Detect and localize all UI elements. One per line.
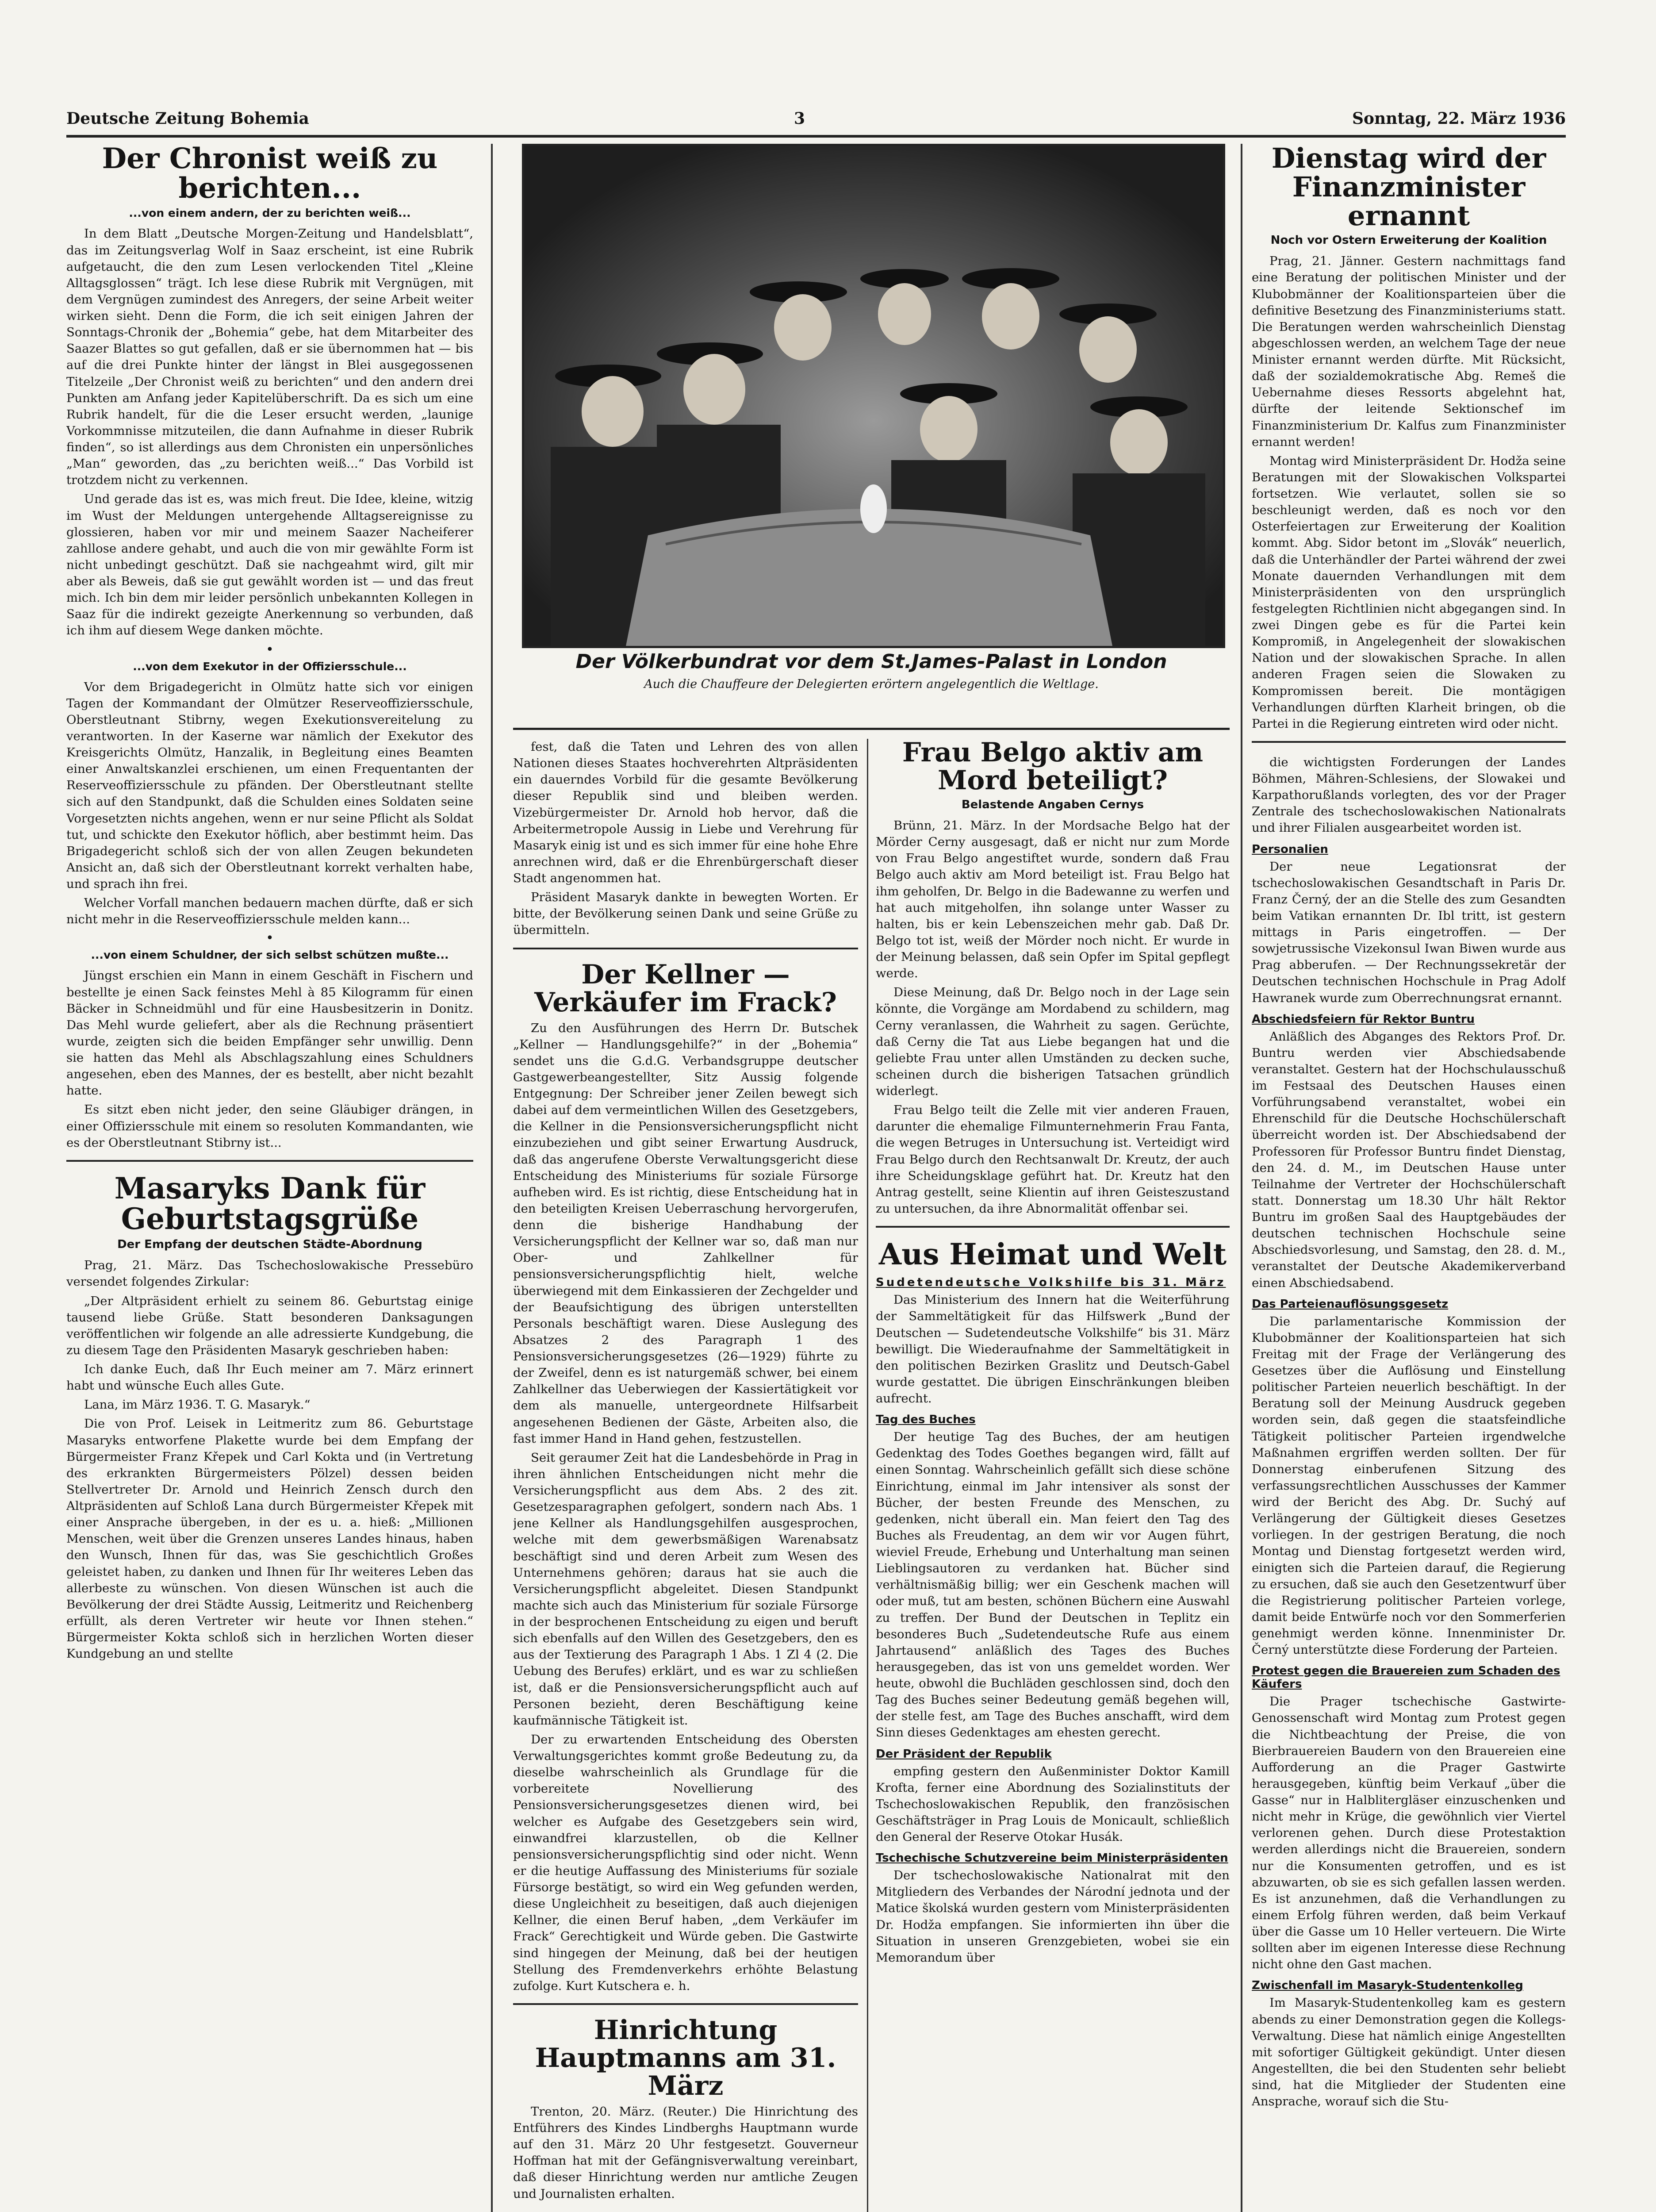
paragraph: Im Masaryk-Studentenkolleg kam es gestern abends zu einer Demonstration gegen die Kollegs-Verwaltung. Diese hat nämlich einige Angestellten mit sofortiger Gültigkeit gekündigt. Unter diesen Angestellten, die bei den Studenten sehr beliebt sind, hat die Mitglieder der Studenten eine Ansprache, worauf sich die Stu- — [1252, 1996, 1566, 2109]
section-heading: Tschechische Schutzvereine beim Ministerpräsidenten — [876, 1851, 1228, 1865]
page-number: 3 — [794, 109, 805, 128]
article-divider — [513, 728, 1230, 730]
paragraph: Prag, 21. Jänner. Gestern nachmittags fand eine Beratung der politischen Minister und der Klubobmänner der Koalitionsparteien über die definitive Besetzung des Finanzministeriums statt. Die Beratungen werden wahrscheinlich Dienstag abgeschlossen werden, an welchem Tage der neue Minister ernannt werden dürfte. Mit Rücksicht, daß der sozialdemokratische Abg. Remeš die Uebernahme dieses Ressorts abgelehnt hat, dürfte der leitende Sektionschef im Finanzministerium Dr. Kalfus zum Finanzminister ernannt werden! — [1252, 254, 1566, 449]
section-heading: Das Parteienauflösungsgesetz — [1252, 1297, 1449, 1311]
article-divider — [1252, 741, 1566, 743]
subcolumn-left — [513, 739, 858, 2212]
section-heading: Personalien — [1252, 842, 1328, 856]
subheadline: Der Empfang der deutschen Städte-Abordnung — [117, 1238, 422, 1252]
paragraph: fest, daß die Taten und Lehren des von allen Nationen dieses Staates hochverehrten Altpräsidenten ein dauerndes Vorbild für die gesamte Bevölkerung dieser Republik sind und bleiben werden. Vizebürgermeister Dr. Arnold hob hervor, daß die Arbeitermetropole Aussig in Liebe und Verehrung für Masaryk einig ist und es sich immer für eine hohe Ehre anrechnen wird, daß er die Ehrenbürgerschaft dieser Stadt angenommen hat. — [513, 740, 858, 885]
subheadline: Noch vor Ostern Erweiterung der Koalition — [1270, 234, 1547, 247]
subcolumn-right — [876, 739, 1230, 2212]
section-heading: Tag des Buches — [876, 1413, 976, 1427]
paragraph: Die von Prof. Leisek in Leitmeritz zum 86. Geburtstage Masaryks entworfene Plakette wurde bei dem Empfang der Bürgermeister Franz Křepek und Carl Kokta und (in Vertretung des erkrankten Bürgermeisters Pölzel) dessen beiden Stellvertreter Dr. Arnold und Heinrich Zensch durch den Altpräsidenten auf Schloß Lana durch Bürgermeister Křepek mit einer Ansprache übergeben, in der es u. a. hieß: „Millionen Menschen, weit über die Grenzen unseres Landes hinaus, haben den Wunsch, Ihnen für das, was Sie geschichtlich Großes geleistet haben, zu danken und Ihnen für Ihr weiteres Leben das allerbeste zu wünschen. Von diesen Wünschen ist auch die Bevölkerung der drei Städte Aussig, Leitmeritz und Reichenberg erfüllt, als deren Vertreter wir heute vor Ihnen stehen.“ Bürgermeister Kokta schloß sich in herzlichen Worten dieser Kundgebung an und stellte — [66, 1417, 473, 1661]
news-photo — [522, 144, 1225, 648]
paragraph: Der neue Legationsrat der tschechoslowakischen Gesandtschaft in Paris Dr. Franz Černý, der an die Stelle des zum Gesandten beim Vatikan ernannten Dr. Ibl tritt, ist gestern mittags in Paris eingetroffen. — Der sowjetrussische Vizekonsul Iwan Biwen wurde aus Prag abberufen. — Der Rechnungssekretär der Deutschen technischen Hochschule in Prag Adolf Hawranek wurde zum Oberrechnungsrat ernannt. — [1252, 859, 1566, 1005]
section-heading: Protest gegen die Brauereien zum Schaden des Käufers — [1252, 1664, 1560, 1691]
paragraph: Frau Belgo teilt die Zelle mit vier anderen Frauen, darunter die ehemalige Filmunternehmerin Frau Fanta, die wegen Betruges in Untersuchung ist. Verteidigt wird Frau Belgo durch den Rechtsanwalt Dr. Kreutz, der auch ihre Scheidungsklage geführt hat. Dr. Kreutz hat den Antrag gestellt, seine Klientin auf ihren Geisteszustand zu untersuchen, da ihre Abnormalität offenbar sei. — [876, 1103, 1230, 1216]
lede: ...von einem Schuldner, der sich selbst schützen mußte... — [91, 949, 449, 962]
paragraph: „Der Altpräsident erhielt zu seinem 86. Geburtstag einige tausend liebe Grüße. Statt besonderen Danksagungen veröffentlichen wir folgende an alle adressierte Kundgebung, die zu diesem Tage den Präsidenten Masaryk geschrieben haben: — [66, 1294, 473, 1357]
paragraph: Welcher Vorfall manchen bedauern machen dürfte, daß er sich nicht mehr in die Reserveoffiziersschule melden kann... — [66, 896, 473, 927]
newspaper-name: Deutsche Zeitung Bohemia — [66, 109, 309, 128]
photo-caption: Der Völkerbundrat vor dem St.James-Palast in London — [575, 650, 1167, 673]
paragraph: Die Prager tschechische Gastwirte-Genossenschaft wird Montag zum Protest gegen die Nichtbeachtung der Preise, die von Bierbrauereien Baudern von den Brauereien eine Aufforderung an die Prager Gastwirte herausgegeben, künftig beim Verkauf „über die Gasse“ nur in Halblitergläser einzuschenken und nicht mehr in Krüge, die gewöhnlich vier Viertel verlorenen gehen. Durch diese Protestaktion werden allerdings nicht die Brauereien, sondern nur die Konsumenten getroffen, und es ist abzuwarten, ob sie es sich gefallen lassen werden. Es ist anzunehmen, daß die Verhandlungen zu einem Erfolg führen werden, daß beim Verkauf über die Gasse um 10 Heller verteuern. Die Wirte sollten aber im eigenen Interesse diese Rechnung nicht ohne den Gast machen. — [1252, 1694, 1566, 1972]
subheadline: Belastende Angaben Cernys — [961, 798, 1144, 811]
page-header — [66, 100, 1566, 138]
headline-kellner: Der Kellner — Verkäufer im Frack? — [534, 959, 837, 1018]
lede: ...von einem andern, der zu berichten weiß... — [129, 207, 411, 220]
paragraph: Zu den Ausführungen des Herrn Dr. Butschek „Kellner — Handlungsgehilfe?“ in der „Bohemia“ sendet uns die G.d.G. Verbandsgruppe deutscher Gastgewerbeangestellter, Sitz Aussig folgende Entgegnung: Der Schreiber jener Zeilen bewegt sich dabei auf dem vermeintlichen Willen des Gesetzgebers, die Kellner in die Pensionsversicherungspflicht nicht einzubeziehen und gibt seiner Erwartung Ausdruck, daß das angerufene Oberste Verwaltungsgericht diese Entscheidung des Ministeriums für soziale Fürsorge aufheben wird. Es ist richtig, diese Entscheidung hat in den beteiligten Kreisen Ueberraschung hervorgerufen, denn die bisherige Handhabung der Versicherungspflicht der Kellner war so, daß man nur Ober- und Zahlkellner für pensionsversicherungspflichtig hielt, welche überwiegend mit dem Einkassieren der Zechgelder und der Beaufsichtigung des übrigen unterstellten Personals beschäftigt waren. Diese Auslegung des Absatzes 2 des Paragraph 1 des Pensionsversicherungsgesetzes (26—1929) führte zu der Zweifel, denn es ist naturgemäß schwer, bei einem Zahlkellner das Ueberwiegen der Kassiertätigkeit vor dem als manuelle, untergeordnete Hilfsarbeit angesehenen Bedienen der Gäste, Arbeiten also, die fast immer Hand in Hand gehen, festzustellen. — [513, 1021, 858, 1446]
paragraph: Der zu erwartenden Entscheidung des Obersten Verwaltungsgerichtes kommt große Bedeutung zu, da dieselbe wahrscheinlich als Grundlage für die vorbereitete Novellierung des Pensionsversicherungsgesetzes dienen wird, bei welcher es Aufgabe des Gesetzgebers sein wird, einwandfrei klarzustellen, ob die Kellner pensionsversicherungspflichtig sind oder nicht. Wenn er die heutige Auffassung des Ministeriums für soziale Fürsorge bestätigt, so wird ein Weg gefunden werden, diese Ungleichheit zu beseitigen, daß auch diejenigen Kellner, die einen Beruf haben, „dem Verkäufer im Frack“ Gerechtigkeit und Würde geben. Die Gastwirte sind hingegen der Meinung, daß bei der heutigen Stellung des Fremdenverkehrs erhöhte Belastung zufolge. Kurt Kutschera e. h. — [513, 1732, 858, 1993]
paragraph: Der heutige Tag des Buches, der am heutigen Gedenktag des Todes Goethes begangen wird, fällt auf einen Sonntag. Wahrscheinlich gefällt sich diese schöne Einrichtung, einmal im Jahr intensiver als sonst der Bücher, der besten Freunde des Menschen, zu gedenken, nicht überall ein. Man feiert den Tag des Buches als Freudentag, an dem wir vor Augen führt, wieviel Freude, Erhebung und Unterhaltung man seinen Lieblingsautoren zu verdanken hat. Bücher sind verhältnismäßig billig; wer ein Geschenk machen will oder muß, tut am besten, schönen Büchern eine Auswahl zu treffen. Der Bund der Deutschen in Teplitz ein besonderes Buch „Sudetendeutsche Rufe aus einem Jahrtausend“ anläßlich des Tages des Buches herausgegeben, das ist von uns gemeldet worden. Wer heute, obwohl die Buchläden geschlossen sind, doch den Tag des Buches seiner Bedeutung gemäß begehen will, der stelle fest, am Tage des Buches anschafft, wird dem Sinn dieses Gedenktages am ehesten gerecht. — [876, 1430, 1230, 1740]
paragraph: Ich danke Euch, daß Ihr Euch meiner am 7. März erinnert habt und wünsche Euch alles Gute. — [66, 1362, 473, 1393]
paragraph: Die parlamentarische Kommission der Klubobmänner der Koalitionsparteien hat sich Freitag mit der Frage der Verlängerung des Gesetzes über die Auflösung und Einstellung politischer Parteien neuerlich beschäftigt. In der Beratung soll der Meinung Ausdruck gegeben worden sein, daß gegen die staatsfeindliche Tätigkeit politischer Parteien irgendwelche Maßnahmen ergriffen werden sollten. Der für Donnerstag einberufenen Sitzung des verfassungsrechtlichen Ausschusses der Kammer wird der Bericht des Abg. Dr. Suchý auf Verlängerung der Gültigkeit dieses Gesetzes vorliegen. In der gestrigen Beratung, die noch Montag und Dienstag fortgesetzt werden wird, einigten sich die Parteien darauf, die Regierung zu ersuchen, daß sie auch den Gesetzentwurf über die Registrierung politischer Parteien vorlege, damit beide Entwürfe noch vor den Sommerferien genehmigt werden könne. Innenminister Dr. Černý unterstützte diese Forderung der Parteien. — [1252, 1314, 1566, 1657]
paragraph: Das Ministerium des Innern hat die Weiterführung der Sammeltätigkeit für das Hilfswerk „Bund der Deutschen — Sudetendeutsche Volkshilfe“ bis 31. März bewilligt. Die Wiederaufnahme der Sammeltätigkeit in den politischen Bezirken Graslitz und Deutsch-Gabel wurde gestattet. Die übrigen Einschränkungen bleiben aufrecht. — [876, 1293, 1230, 1406]
paragraph: Präsident Masaryk dankte in bewegten Worten. Er bitte, der Bevölkerung seinen Dank und seine Grüße zu übermitteln. — [513, 890, 858, 937]
paragraph: Vor dem Brigadegericht in Olmütz hatte sich vor einigen Tagen der Kommandant der Olmützer Reserveoffiziersschule, Oberstleutnant Stibrny, wegen Exekutionsvereitelung zu verantworten. In der Kaserne war nämlich der Exekutor des Kreisgerichts Olmütz, Hanzalik, in Begleitung eines Beamten einer Anwaltskanzlei erschienen, um einen Frequentanten der Reserveoffiziersschule zu pfänden. Der Oberstleutnant stellte sich auf den Standpunkt, daß die Schulden eines Soldaten seine Vorgesetzten nichts angehen, wenn er nur seine Pflicht als Soldat tut, und schickte den Exekutor höflich, aber bestimmt heim. Das Brigadegericht schloß sich der von allen Zeugen bekundeten Ansicht an, daß sich der Oberstleutnant korrekt verhalten habe, und sprach ihn frei. — [66, 680, 473, 891]
column-left — [66, 144, 473, 2212]
section-heading: Der Präsident der Republik — [876, 1747, 1052, 1761]
paragraph: empfing gestern den Außenminister Doktor Kamill Krofta, ferner eine Abordnung des Sozialinstituts der Tschechoslowakischen Republik, den französischen Geschäftsträger in Prag Louis de Monicault, schließlich den General der Reserve Otokar Husák. — [876, 1764, 1230, 1844]
photo-subcaption: Auch die Chauffeure der Delegierten erörtern angelegentlich die Weltlage. — [644, 677, 1099, 691]
photo-chauffeurs-image — [524, 146, 1223, 646]
headline-chronist: Der Chronist weiß zu berichten... — [102, 144, 438, 205]
headline-masaryk: Masaryks Dank für Geburtstagsgrüße — [114, 1171, 426, 1237]
column-rule — [867, 739, 868, 2212]
paragraph: Prag, 21. März. Das Tschechoslowakische Pressebüro versendet folgendes Zirkular: — [66, 1258, 473, 1289]
paragraph: Es sitzt eben nicht jeder, den seine Gläubiger drängen, in einer Offiziersschule mit einem so resoluten Kommandanten, wie es der Oberstleutnant Stibrny ist... — [66, 1102, 473, 1150]
paragraph: die wichtigsten Forderungen der Landes Böhmen, Mähren-Schlesiens, der Slowakei und Karpathorußlands vorlegten, des vor der Prager Zentrale des tschechoslowakischen Nationalrats und ihrer Filialen ausgearbeitet worden ist. — [1252, 755, 1566, 835]
column-right — [1252, 144, 1566, 2212]
paragraph: Trenton, 20. März. (Reuter.) Die Hinrichtung des Entführers des Kindes Lindberghs Hauptmann wurde auf den 31. März 20 Uhr festgesetzt. Gouverneur Hoffman hat mit der Gefängnisverwaltung vereinbart, daß dieser Hinrichtung werden nur amtliche Zeugen und Journalisten erhalten. — [513, 2104, 858, 2201]
paragraph: Seit geraumer Zeit hat die Landesbehörde in Prag in ihren ähnlichen Entscheidungen nicht mehr die Versicherungspflicht aus dem Abs. 2 des zit. Gesetzesparagraphen gefolgert, sondern nach Abs. 1 jene Kellner als Handlungsgehilfen ausgesprochen, welche mit dem gewerbsmäßigen Warenabsatz beschäftigt sind und deren Arbeit zum Wesen des Unternehmens gehören; daraus hat sie auch die Versicherungspflicht abgeleitet. Diesen Standpunkt machte sich auch das Ministerium für soziale Fürsorge in der besprochenen Entscheidung zu eigen und beruft sich ebenfalls auf den Willen des Gesetzgebers, den es aus der Textierung des Paragraph 1 Abs. 1 Zl 4 (2. Die Uebung des Berufes) erklärt, und es war zu schließen ist, daß er die Pensionsversicherungspflicht auch auf Personen bezieht, deren Beschäftigung keine kaufmännische Tätigkeit ist. — [513, 1450, 858, 1728]
headline-hinrichtung: Hinrichtung Hauptmanns am 31. März — [535, 2014, 836, 2101]
paragraph: Der tschechoslowakische Nationalrat mit den Mitgliedern des Verbandes der Národní jednota und der Matice školská wurden gestern vom Ministerpräsidenten Dr. Hodža empfangen. Sie informierten ihn über die Situation in unseren Grenzgebieten, wobei sie ein Memorandum über — [876, 1868, 1230, 1965]
section-heading: Zwischenfall im Masaryk-Studentenkolleg — [1252, 1979, 1523, 1993]
lede: ...von dem Exekutor in der Offiziersschule... — [133, 660, 407, 673]
paragraph: Jüngst erschien ein Mann in einem Geschäft in Fischern und bestellte je einen Sack feinstes Mehl à 85 Kilogramm für einen Bäcker in Schneidmühl und für eine Hausbesitzerin in Donitz. Das Mehl wurde geliefert, aber als die Rechnung präsentiert wurde, zeigten sich die beiden Empfänger sehr unwillig. Denn sie hatten das Mehl als Abschlagszahlung eines Schuldners angesehen, eben des Mannes, der es bestellt, aber nicht bezahlt hatte. — [66, 968, 473, 1098]
column-rule — [491, 144, 493, 2212]
paragraph: In dem Blatt „Deutsche Morgen-Zeitung und Handelsblatt“, das im Zeitungsverlag Wolf in Saaz erscheint, ist eine Rubrik aufgetaucht, die den zum Lesen verlockenden Titel „Kleine Alltagsglossen“ trägt. Ich lese diese Rubrik mit Vergnügen, mit dem Vergnügen zumindest des Anregers, der seine Arbeit weiter wirken sieht. Denn die Form, die ich seit einigen Jahren der Sonntags-Chronik der „Bohemia“ gebe, hat dem Mitarbeiter des Saazer Blattes so gut gefallen, daß er sie übernommen hat — bis auf die drei Punkte hinter der längst in Blei ausgegossenen Titelzeile „Der Chronist weiß zu berichten“ und den andern drei Punkten am Anfang jeder Kapitelüberschrift. Da es sich um eine Rubrik handelt, für die die Leser ersucht werden, „launige Vorkommnisse mitzuteilen, die dann Aufnahme in dieser Rubrik finden“, so ist allerdings aus dem Chronisten ein unpersönliches „Man“ geworden, das „zu berichten weiß...“ Das Vorbild ist trotzdem nicht zu verkennen. — [66, 227, 473, 488]
section-heading: Abschiedsfeiern für Rektor Buntru — [1252, 1012, 1475, 1026]
paragraph: Montag wird Ministerpräsident Dr. Hodža seine Beratungen mit der Slowakischen Volkspartei fortsetzen. Wie verlautet, sollen sie so beschleunigt werden, daß es noch vor den Osterfeiertagen zur Erweiterung der Koalition kommt. Abg. Sidor betont im „Slovák“ neuerlich, daß die Unterhändler der Partei während der zwei Monate dauernden Verhandlungen mit dem Ministerpräsidenten von den ursprünglich festgelegten Richtlinien nicht abgegangen sind. In zwei Dingen gebe es für die Partei kein Kompromiß, in Angelegenheit der slowakischen Nation und der slowakischen Sprache. In allen anderen Fragen seien die Slowaken zu Kompromissen bereit. Die montägigen Verhandlungen dürften Klarheit bringen, ob die Partei in die Regierung eintreten wird oder nicht. — [1252, 453, 1566, 731]
article-divider — [513, 2003, 858, 2005]
article-divider — [876, 1226, 1230, 1228]
section-heading: Sudetendeutsche Volkshilfe bis 31. März — [876, 1276, 1226, 1290]
headline-heimat-welt: Aus Heimat und Welt — [878, 1237, 1227, 1271]
paragraph: Anläßlich des Abganges des Rektors Prof. Dr. Buntru werden vier Abschiedsabende veranstaltet. Gestern hat der Hochschulausschuß im Festsaal des Deutschen Hauses einen Vorführungsabend veranstaltet, wobei ein Ehrenschild für die Deutsche Hochschülerschaft überreicht worden ist. Der Abschiedsabend der Professoren für Professor Buntru findet Dienstag, den 24. d. M., im Deutschen Hause unter Teilnahme der Vertreter der Hochschülerschaft statt. Donnerstag um 18.30 Uhr hält Rektor Buntru im großen Saal des Hauptgebäudes der deutschen technischen Hochschule seine Abschiedsvorlesung, und Samstag, den 28. d. M., veranstaltet der Deutsche Akademikerverband einen Abschiedsabend. — [1252, 1029, 1566, 1290]
article-divider — [513, 948, 858, 949]
issue-date: Sonntag, 22. März 1936 — [1352, 109, 1566, 128]
column-rule — [1241, 144, 1242, 2212]
paragraph: Lana, im März 1936. T. G. Masaryk.“ — [84, 1398, 310, 1412]
column-center — [513, 144, 1230, 2212]
paragraph: Und gerade das ist es, was mich freut. Die Idee, kleine, witzig im Wust der Meldungen untergehende Alltagsereignisse zu glossieren, haben vor mir und meinem Saazer Nacheiferer zahllose andere gehabt, und auch die von mir gewählte Form ist nicht unbedingt geschützt. Daß sie nachgeahmt wird, gilt mir aber als Beweis, daß sie gut gewählt worden ist — und das freut mich. Ich bin dem mir leider persönlich unbekannten Kollegen in Saaz für die indirekt gezeigte Anerkennung so verbunden, daß ich ihm auf diesem Wege danken möchte. — [66, 492, 473, 638]
headline-finanzminister: Dienstag wird der Finanzminister ernannt — [1271, 144, 1546, 232]
paragraph: Brünn, 21. März. In der Mordsache Belgo hat der Mörder Cerny ausgesagt, daß er nicht nur zum Morde von Frau Belgo angestiftet wurde, sondern daß Frau Belgo auch aktiv am Mord beteiligt ist. Frau Belgo hat ihm geholfen, Dr. Belgo in die Badewanne zu werfen und hat auch mitgeholfen, ihn solange unter Wasser zu halten, bis er kein Lebenszeichen mehr gab. Daß Dr. Belgo tot ist, weiß der Mörder noch nicht. Er wurde in der Meinung belassen, daß sein Opfer im Spital gepflegt werde. — [876, 818, 1230, 981]
separator-dot: • — [266, 641, 274, 657]
article-divider — [66, 1160, 473, 1162]
headline-belgo: Frau Belgo aktiv am Mord beteiligt? — [902, 739, 1204, 796]
photo-caption-block — [513, 650, 1230, 691]
separator-dot: • — [266, 930, 274, 946]
paragraph: Diese Meinung, daß Dr. Belgo noch in der Lage sein könnte, die Vorgänge am Mordabend zu schildern, mag Cerny veranlassen, die Wahrheit zu sagen. Gerüchte, daß Cerny die Tat aus Liebe begangen hat und die geliebte Frau unter allen Umständen zu decken suche, scheinen durch die bisherigen Tatsachen gründlich widerlegt. — [876, 985, 1230, 1098]
